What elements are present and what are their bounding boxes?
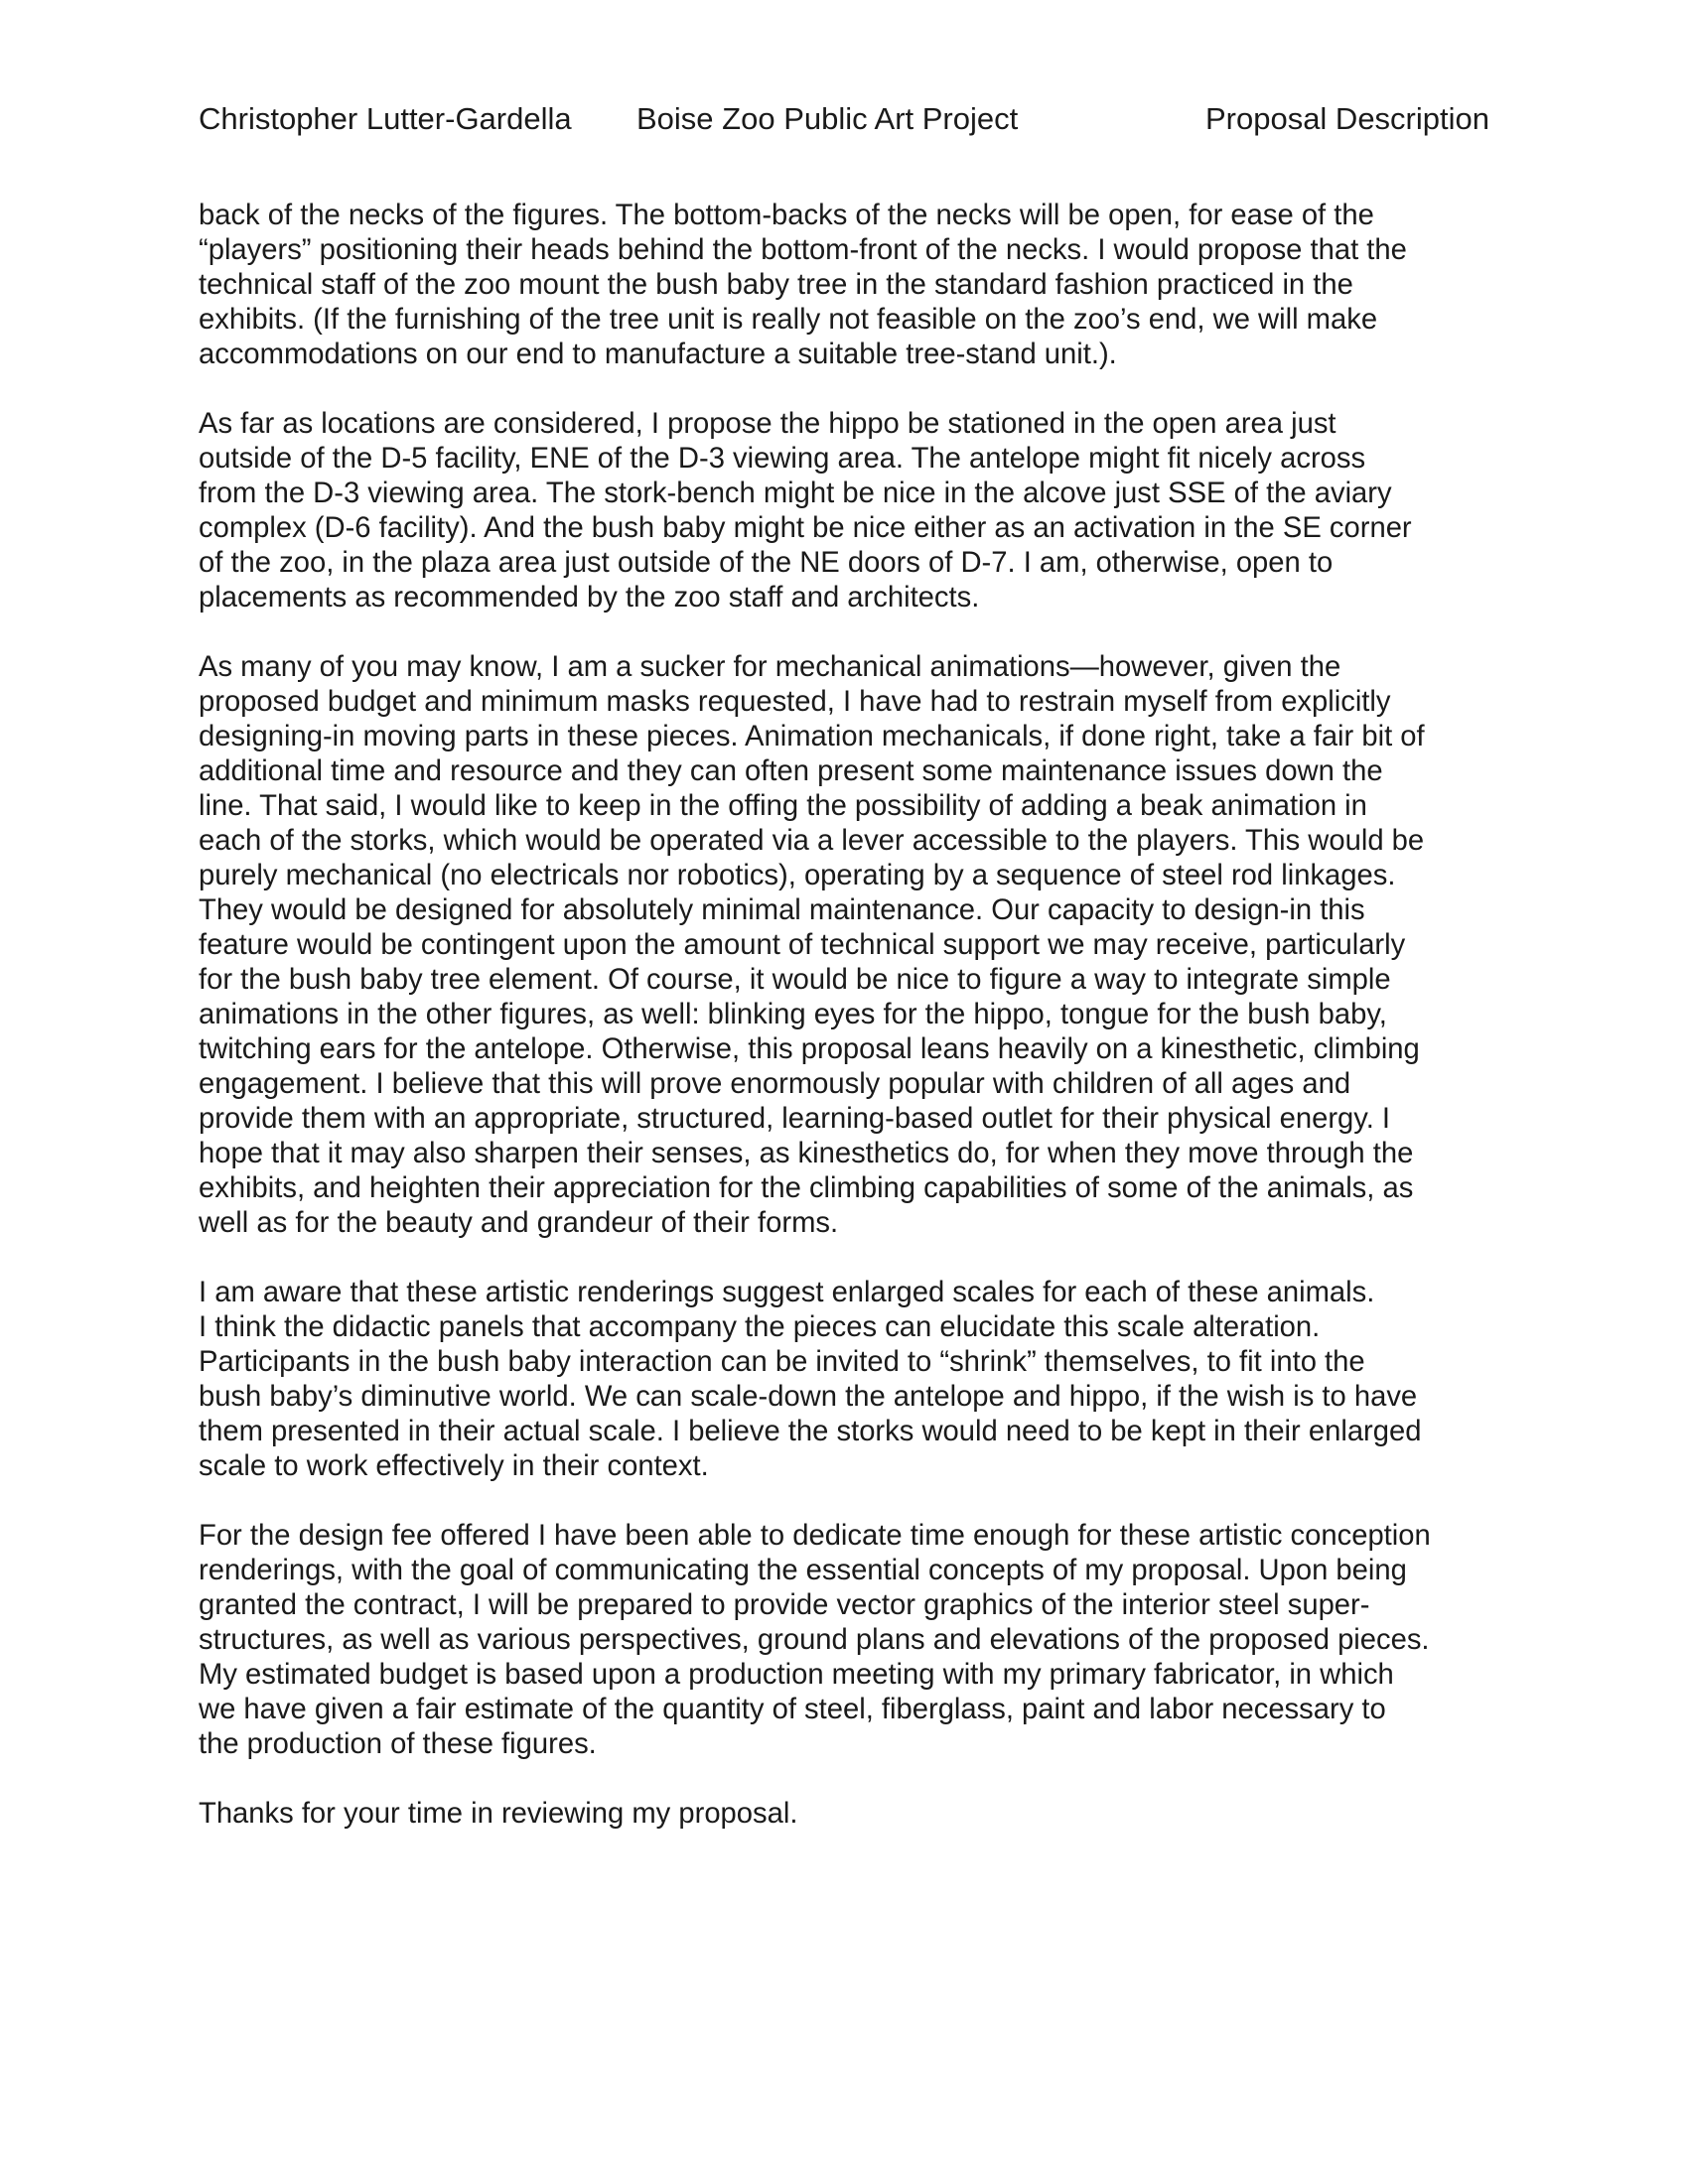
paragraph-scale: I am aware that these artistic renderings suggest enlarged scales for each of these animals. I think the didactic panels that accompany the pieces can elucidate this scale alteration. Participants in the bush baby interaction can be invited to “shrink” themselves, to fit into the bush baby’s diminutive world. We can scale-down the antelope and hippo, if the wish is to have them presented in their actual scale. I believe the storks would need to be kept in their enlarged scale to work effectively in their context. [199,1277,1422,1482]
page-header [199,99,1489,139]
header-project-title: Boise Zoo Public Art Project [636,101,1019,136]
paragraph-closing: Thanks for your time in reviewing my proposal. [199,1798,798,1830]
paragraph-animations: As many of you may know, I am a sucker for mechanical animations—however, given the proposed budget and minimum masks requested, I have had to restrain myself from explicitly designing-in moving parts in these pieces. Animation mechanicals, if done right, take a fair bit of additional time and resource and they can often present some maintenance issues down the line. That said, I would like to keep in the offing the possibility of adding a beak animation in each of the storks, which would be operated via a lever accessible to the players. This would be purely mechanical (no electricals nor robotics), operating by a sequence of steel rod linkages. They would be designed for absolutely minimal maintenance. Our capacity to design-in this feature would be contingent upon the amount of technical support we may receive, particularly for the bush baby tree element. Of course, it would be nice to figure a way to integrate simple animations in the other figures, as well: blinking eyes for the hippo, tongue for the bush baby, twitching ears for the antelope. Otherwise, this proposal leans heavily on a kinesthetic, climbing engagement. I believe that this will prove enormously popular with children of all ages and provide them with an appropriate, structured, learning-based outlet for their physical energy. I hope that it may also sharpen their senses, as kinesthetics do, for when they move through the exhibits, and heighten their appreciation for the climbing capabilities of some of the animals, as well as for the beauty and grandeur of their forms. [199,651,1425,1239]
paragraph-installation: back of the necks of the figures. The bottom-backs of the necks will be open, for ease of the “players” positioning their heads behind the bottom-front of the necks. I would propose that the technical staff of the zoo mount the bush baby tree in the standard fashion practiced in the exhibits. (If the furnishing of the tree unit is really not feasible on the zoo’s end, we will make accommodations on our end to manufacture a suitable tree-stand unit.). [199,200,1407,370]
document-body [199,199,1499,1866]
paragraph-design-fee: For the design fee offered I have been able to dedicate time enough for these artistic conception renderings, with the goal of communicating the essential concepts of my proposal. Upon being granted the contract, I will be prepared to provide vector graphics of the interior steel super- structures, as well as various perspectives, ground plans and elevations of the proposed pieces. My estimated budget is based upon a production meeting with my primary fabricator, in which we have given a fair estimate of the quantity of steel, fiberglass, paint and labor necessary to the production of these figures. [199,1520,1431,1760]
header-author: Christopher Lutter-Gardella [199,101,572,136]
paragraph-locations: As far as locations are considered, I propose the hippo be stationed in the open area just outside of the D-5 facility, ENE of the D-3 viewing area. The antelope might fit nicely across from the D-3 viewing area. The stork-bench might be nice in the alcove just SSE of the aviary complex (D-6 facility). And the bush baby might be nice either as an activation in the SE corner of the zoo, in the plaza area just outside of the NE doors of D-7. I am, otherwise, open to placements as recommended by the zoo staff and architects. [199,408,1412,614]
header-document-type: Proposal Description [1204,101,1489,136]
